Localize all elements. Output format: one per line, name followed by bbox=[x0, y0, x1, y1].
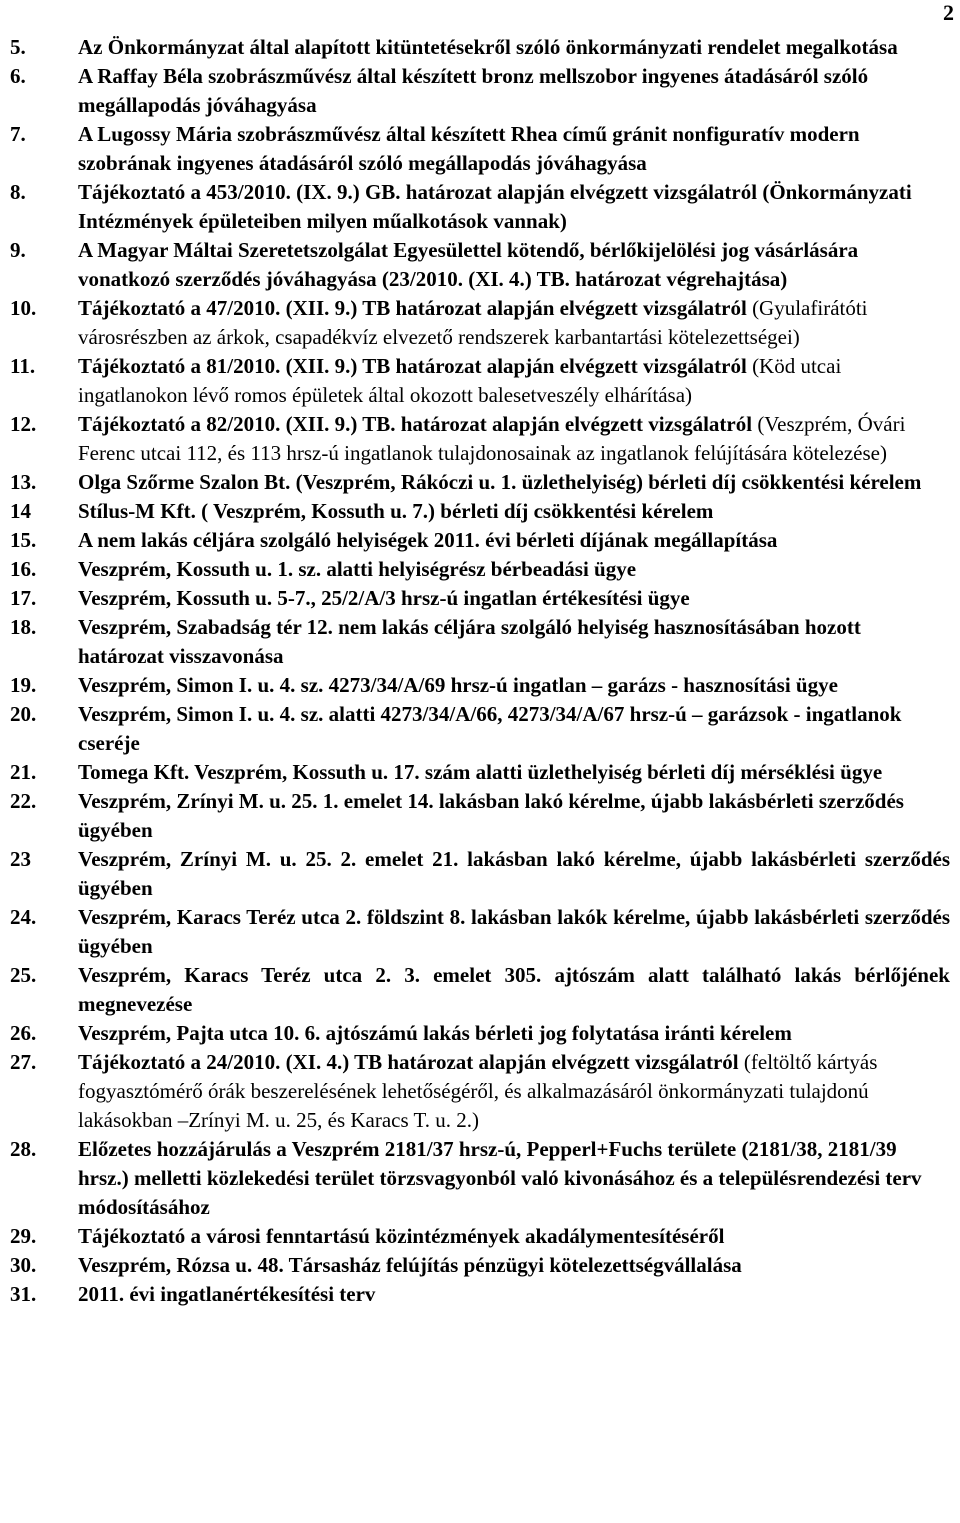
agenda-item-text bbox=[78, 497, 950, 526]
agenda-item-title: Veszprém, Simon I. u. 4. sz. 4273/34/A/69 hrsz-ú ingatlan – garázs - hasznosítási ügye bbox=[78, 673, 838, 697]
agenda-item bbox=[10, 845, 950, 903]
agenda-item-title: Veszprém, Simon I. u. 4. sz. alatti 4273/34/A/66, 4273/34/A/67 hrsz-ú – garázsok - ingatlanok cseréje bbox=[78, 702, 902, 755]
agenda-item-text bbox=[78, 845, 950, 903]
agenda-item-title: 2011. évi ingatlanértékesítési terv bbox=[78, 1282, 376, 1306]
agenda-item-number: 22. bbox=[10, 789, 37, 813]
agenda-item bbox=[10, 1019, 950, 1048]
agenda-item bbox=[10, 584, 950, 613]
agenda-item-text bbox=[78, 468, 950, 497]
agenda-item-number: 26. bbox=[10, 1021, 37, 1045]
agenda-item-text bbox=[78, 903, 950, 961]
agenda-item-text bbox=[78, 671, 950, 700]
agenda-item-number: 27. bbox=[10, 1050, 37, 1074]
agenda-item bbox=[10, 62, 950, 120]
agenda-item-number: 9. bbox=[10, 238, 26, 262]
agenda-item bbox=[10, 1251, 950, 1280]
agenda-item-title: Tájékoztató a 24/2010. (XI. 4.) TB határozat alapján elvégzett vizsgálatról bbox=[78, 1050, 739, 1074]
agenda-item-title: Veszprém, Karacs Teréz utca 2. földszint 8. lakásban lakók kérelme, újabb lakásbérleti szerződés ügyében bbox=[78, 905, 950, 958]
agenda-item bbox=[10, 1222, 950, 1251]
agenda-item-title: Veszprém, Zrínyi M. u. 25. 2. emelet 21. lakásban lakó kérelme, újabb lakásbérleti szerződés ügyében bbox=[78, 847, 950, 900]
agenda-item-title: Előzetes hozzájárulás a Veszprém 2181/37 hrsz-ú, Pepperl+Fuchs területe (2181/38, 2181/39 hrsz.) melletti közlekedési terület törzsvagyonból való kivonásához és a településrendezési terv módosításához bbox=[78, 1137, 922, 1219]
agenda-item-text bbox=[78, 33, 950, 62]
agenda-item-text bbox=[78, 352, 950, 410]
agenda-item-title: Veszprém, Pajta utca 10. 6. ajtószámú lakás bérleti jog folytatása iránti kérelem bbox=[78, 1021, 792, 1045]
agenda-item bbox=[10, 758, 950, 787]
agenda-item-text bbox=[78, 1251, 950, 1280]
agenda-item-title: Tájékoztató a 47/2010. (XII. 9.) TB határozat alapján elvégzett vizsgálatról bbox=[78, 296, 747, 320]
agenda-item-number: 8. bbox=[10, 180, 26, 204]
agenda-item-number: 11. bbox=[10, 354, 36, 378]
agenda-item-number: 17. bbox=[10, 586, 37, 610]
agenda-item bbox=[10, 613, 950, 671]
agenda-item-title: A Magyar Máltai Szeretetszolgálat Egyesülettel kötendő, bérlőkijelölési jog vásárlására vonatkozó szerződés jóváhagyása (23/2010. (XI. 4.) TB. határozat végrehajtása) bbox=[78, 238, 859, 291]
agenda-item bbox=[10, 236, 950, 294]
agenda-item-text bbox=[78, 961, 950, 1019]
agenda-item-number: 18. bbox=[10, 615, 37, 639]
agenda-item bbox=[10, 1135, 950, 1222]
agenda-item-title: A nem lakás céljára szolgáló helyiségek 2011. évi bérleti díjának megállapítása bbox=[78, 528, 778, 552]
agenda-item-number: 12. bbox=[10, 412, 37, 436]
agenda-item-title: Veszprém, Szabadság tér 12. nem lakás céljára szolgáló helyiség hasznosításában hozott határozat visszavonása bbox=[78, 615, 861, 668]
agenda-item-number: 20. bbox=[10, 702, 37, 726]
agenda-item bbox=[10, 33, 950, 62]
agenda-item bbox=[10, 468, 950, 497]
agenda-item-title: Tájékoztató a 81/2010. (XII. 9.) TB határozat alapján elvégzett vizsgálatról bbox=[78, 354, 747, 378]
agenda-item-description: (Veszprém, Óvári Ferenc utcai 112, és 113 hrsz-ú ingatlanok tulajdonosainak az ingatlanok felújítására kötelezése) bbox=[78, 412, 906, 465]
agenda-item-title: Olga Szőrme Szalon Bt. (Veszprém, Rákóczi u. 1. üzlethelyiség) bérleti díj csökkentési kérelem bbox=[78, 470, 922, 494]
agenda-item bbox=[10, 555, 950, 584]
agenda-item-description: (Gyulafirátóti városrészben az árkok, csapadékvíz elvezető rendszerek karbantartási kötelezettségei) bbox=[78, 296, 868, 349]
agenda-item bbox=[10, 178, 950, 236]
agenda-item-title: Veszprém, Zrínyi M. u. 25. 1. emelet 14. lakásban lakó kérelme, újabb lakásbérleti szerződés ügyében bbox=[78, 789, 904, 842]
agenda-item-text bbox=[78, 613, 950, 671]
agenda-item-description: (feltöltő kártyás fogyasztómérő órák beszerelésének lehetőségéről, és alkalmazásáról önkormányzati tulajdonú lakásokban –Zrínyi M. u. 25, és Karacs T. u. 2.) bbox=[78, 1050, 878, 1132]
agenda-item-title: Veszprém, Kossuth u. 5-7., 25/2/A/3 hrsz-ú ingatlan értékesítési ügye bbox=[78, 586, 690, 610]
agenda-item-text bbox=[78, 1048, 950, 1135]
agenda-item-text bbox=[78, 236, 950, 294]
agenda-item-text bbox=[78, 526, 950, 555]
agenda-item-number: 23 bbox=[10, 847, 31, 871]
agenda-item-title: A Lugossy Mária szobrászművész által készített Rhea című gránit nonfiguratív modern szobrának ingyenes átadásáról szóló megállapodás jóváhagyása bbox=[78, 122, 860, 175]
agenda-item-text bbox=[78, 700, 950, 758]
page-number: 2 bbox=[943, 0, 954, 25]
agenda-item bbox=[10, 1280, 950, 1309]
agenda-item-title: Veszprém, Rózsa u. 48. Társasház felújítás pénzügyi kötelezettségvállalása bbox=[78, 1253, 742, 1277]
agenda-item-text bbox=[78, 758, 950, 787]
agenda-item-text bbox=[78, 178, 950, 236]
agenda-item-description: (Köd utcai ingatlanokon lévő romos épületek által okozott balesetveszély elhárítása) bbox=[78, 354, 842, 407]
agenda-item-title: Veszprém, Kossuth u. 1. sz. alatti helyiségrész bérbeadási ügye bbox=[78, 557, 637, 581]
agenda-item-number: 16. bbox=[10, 557, 37, 581]
agenda-item bbox=[10, 700, 950, 758]
agenda-item-title: Tájékoztató a 453/2010. (IX. 9.) GB. határozat alapján elvégzett vizsgálatról (Önkormányzati Intézmények épületeiben milyen műalkotások vannak) bbox=[78, 180, 912, 233]
agenda-item-text bbox=[78, 62, 950, 120]
agenda-item-number: 15. bbox=[10, 528, 37, 552]
agenda-item-number: 19. bbox=[10, 673, 37, 697]
agenda-item-text bbox=[78, 1135, 950, 1222]
agenda-item-text bbox=[78, 787, 950, 845]
agenda-item-text bbox=[78, 120, 950, 178]
agenda-item-text bbox=[78, 1280, 950, 1309]
agenda-item bbox=[10, 526, 950, 555]
agenda-item bbox=[10, 1048, 950, 1135]
agenda-item-title: Stílus-M Kft. ( Veszprém, Kossuth u. 7.) bérleti díj csökkentési kérelem bbox=[78, 499, 714, 523]
agenda-item-number: 13. bbox=[10, 470, 37, 494]
agenda-item-text bbox=[78, 584, 950, 613]
agenda-item bbox=[10, 903, 950, 961]
agenda-item-title: Az Önkormányzat által alapított kitüntetésekről szóló önkormányzati rendelet megalkotása bbox=[78, 35, 898, 59]
agenda-item-number: 24. bbox=[10, 905, 37, 929]
agenda-item-number: 5. bbox=[10, 35, 26, 59]
agenda-item-title: Tájékoztató a 82/2010. (XII. 9.) TB. határozat alapján elvégzett vizsgálatról bbox=[78, 412, 753, 436]
agenda-item bbox=[10, 120, 950, 178]
agenda-item-number: 14 bbox=[10, 499, 31, 523]
agenda-item-number: 21. bbox=[10, 760, 37, 784]
agenda-item bbox=[10, 294, 950, 352]
agenda-item-number: 29. bbox=[10, 1224, 37, 1248]
agenda-item-text bbox=[78, 1222, 950, 1251]
agenda-item-number: 31. bbox=[10, 1282, 37, 1306]
agenda-item-text bbox=[78, 410, 950, 468]
agenda-item-text bbox=[78, 294, 950, 352]
agenda-item bbox=[10, 410, 950, 468]
agenda-item bbox=[10, 961, 950, 1019]
agenda-item-title: Tomega Kft. Veszprém, Kossuth u. 17. szám alatti üzlethelyiség bérleti díj mérséklési ügye bbox=[78, 760, 883, 784]
agenda-item-text bbox=[78, 1019, 950, 1048]
agenda-item-number: 25. bbox=[10, 963, 37, 987]
agenda-item-number: 28. bbox=[10, 1137, 37, 1161]
agenda-item-text bbox=[78, 555, 950, 584]
agenda-list bbox=[10, 33, 950, 1309]
agenda-item-number: 6. bbox=[10, 64, 26, 88]
agenda-item-title: Tájékoztató a városi fenntartású közintézmények akadálymentesítéséről bbox=[78, 1224, 725, 1248]
agenda-item bbox=[10, 787, 950, 845]
agenda-item-title: A Raffay Béla szobrászművész által készített bronz mellszobor ingyenes átadásáról szóló megállapodás jóváhagyása bbox=[78, 64, 869, 117]
agenda-item bbox=[10, 671, 950, 700]
agenda-item-title: Veszprém, Karacs Teréz utca 2. 3. emelet 305. ajtószám alatt található lakás bérlőjének megnevezése bbox=[78, 963, 950, 1016]
agenda-item-number: 30. bbox=[10, 1253, 37, 1277]
agenda-item-number: 10. bbox=[10, 296, 37, 320]
agenda-item-number: 7. bbox=[10, 122, 26, 146]
agenda-item bbox=[10, 352, 950, 410]
agenda-item bbox=[10, 497, 950, 526]
